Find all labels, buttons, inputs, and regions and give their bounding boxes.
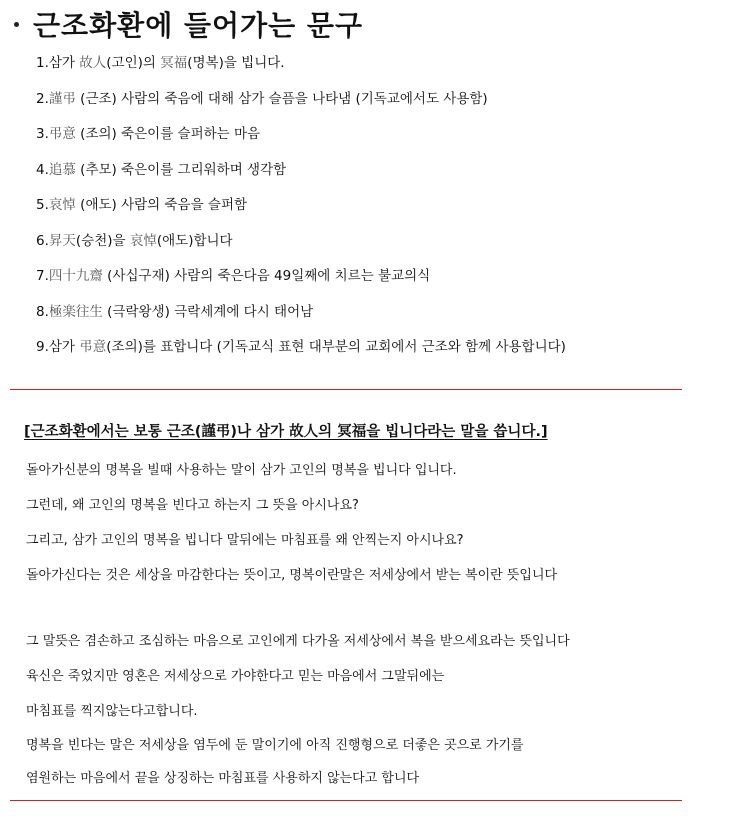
item-number: 1. — [36, 55, 49, 71]
bullet-icon — [14, 22, 19, 27]
hanja-term: 四十九齋 — [48, 268, 103, 284]
item-text: (근조) 사람의 죽음에 대해 삼가 슬픔을 나타냄 (기독교에서도 사용함) — [75, 90, 488, 107]
item-number: 5. — [36, 197, 49, 213]
hanja-term: 弔意 — [48, 126, 76, 142]
paragraph-line: 돌아가신분의 명복을 빌때 사용하는 말이 삼가 고인의 명복을 빕니다 입니다. — [26, 463, 457, 478]
hanja-term: 極楽往生 — [48, 303, 103, 320]
list-item — [36, 121, 566, 157]
item-number: 7. — [36, 268, 49, 284]
divider-top — [10, 389, 682, 390]
paragraph-line: 마침표를 찍지않는다고합니다. — [26, 704, 198, 719]
list-item — [36, 86, 566, 122]
paragraph-line: 육신은 죽었지만 영혼은 저세상으로 가야한다고 믿는 마음에서 그말뒤에는 — [26, 669, 445, 684]
hanja-term: 弔意 — [79, 339, 107, 355]
divider-bottom — [10, 800, 682, 801]
paragraph-line: 명복을 빈다는 말은 저세상을 염두에 둔 말이기에 아직 진행형으로 더좋은 곳으로 가기를 — [26, 738, 524, 753]
hanja-term: 昇天 — [48, 232, 76, 249]
paragraph-line: 그런데, 왜 고인의 명복을 빈다고 하는지 그 뜻을 아시나요? — [26, 498, 359, 513]
hanja-term: 冥福 — [160, 55, 188, 71]
item-text: (조의) 죽은이를 슬퍼하는 마음 — [75, 126, 261, 142]
list-item — [36, 263, 566, 299]
item-text: (명복)을 빕니다. — [187, 55, 285, 71]
item-text: (조의)를 표합니다 (기독교식 표현 대부분의 교회에서 근조와 함께 사용합니다) — [106, 339, 566, 355]
section-heading: [근조화환에서는 보통 근조(謹弔)나 삼가 故人의 冥福을 빕니다라는 말을 씁니다.] — [24, 424, 548, 440]
paragraph-line: 염원하는 마음에서 끝을 상징하는 마침표를 사용하지 않는다고 합니다 — [26, 771, 420, 786]
item-number: 8. — [36, 303, 49, 320]
item-text: (애도)합니다 — [156, 232, 233, 249]
item-text: (추모) 죽은이를 그리워하며 생각함 — [75, 161, 287, 178]
paragraph-line: 돌아가신다는 것은 세상을 마감한다는 뜻이고, 명복이란말은 저세상에서 받는 복이란 뜻입니다 — [26, 568, 558, 583]
page-title: 근조화환에 들어가는 문구 — [33, 9, 364, 42]
title-row — [14, 4, 363, 44]
hanja-term: 謹弔 — [48, 90, 76, 107]
hanja-term: 哀悼 — [129, 232, 157, 249]
item-text: (승천)을 — [75, 232, 130, 249]
hanja-term: 追慕 — [48, 161, 76, 178]
paragraph-line: 그리고, 삼가 고인의 명복을 빕니다 말뒤에는 마침표를 왜 안찍는지 아시나요? — [26, 533, 464, 548]
list-item — [36, 157, 566, 193]
item-number: 2. — [36, 90, 49, 107]
hanja-term: 故人 — [79, 55, 107, 71]
paragraph-line: 그 말뜻은 겸손하고 조심하는 마음으로 고인에게 다가올 저세상에서 복을 받으세요라는 뜻입니다 — [26, 634, 570, 649]
item-text: 삼가 — [48, 55, 80, 71]
item-text: (극락왕생) 극락세계에 다시 태어남 — [102, 303, 314, 320]
phrase-list — [36, 50, 566, 370]
item-number: 6. — [36, 232, 49, 249]
hanja-term: 哀悼 — [48, 197, 76, 213]
list-item — [36, 334, 566, 370]
list-item — [36, 192, 566, 228]
list-item — [36, 50, 566, 86]
list-item — [36, 299, 566, 335]
list-item — [36, 228, 566, 264]
item-text: (애도) 사람의 죽음을 슬퍼함 — [75, 197, 248, 213]
item-text: (고인)의 — [106, 55, 161, 71]
item-text: 삼가 — [48, 339, 80, 355]
item-number: 3. — [36, 126, 49, 142]
item-number: 9. — [36, 339, 49, 355]
item-text: (사십구재) 사람의 죽은다음 49일째에 치르는 불교의식 — [102, 268, 431, 284]
item-number: 4. — [36, 161, 49, 178]
